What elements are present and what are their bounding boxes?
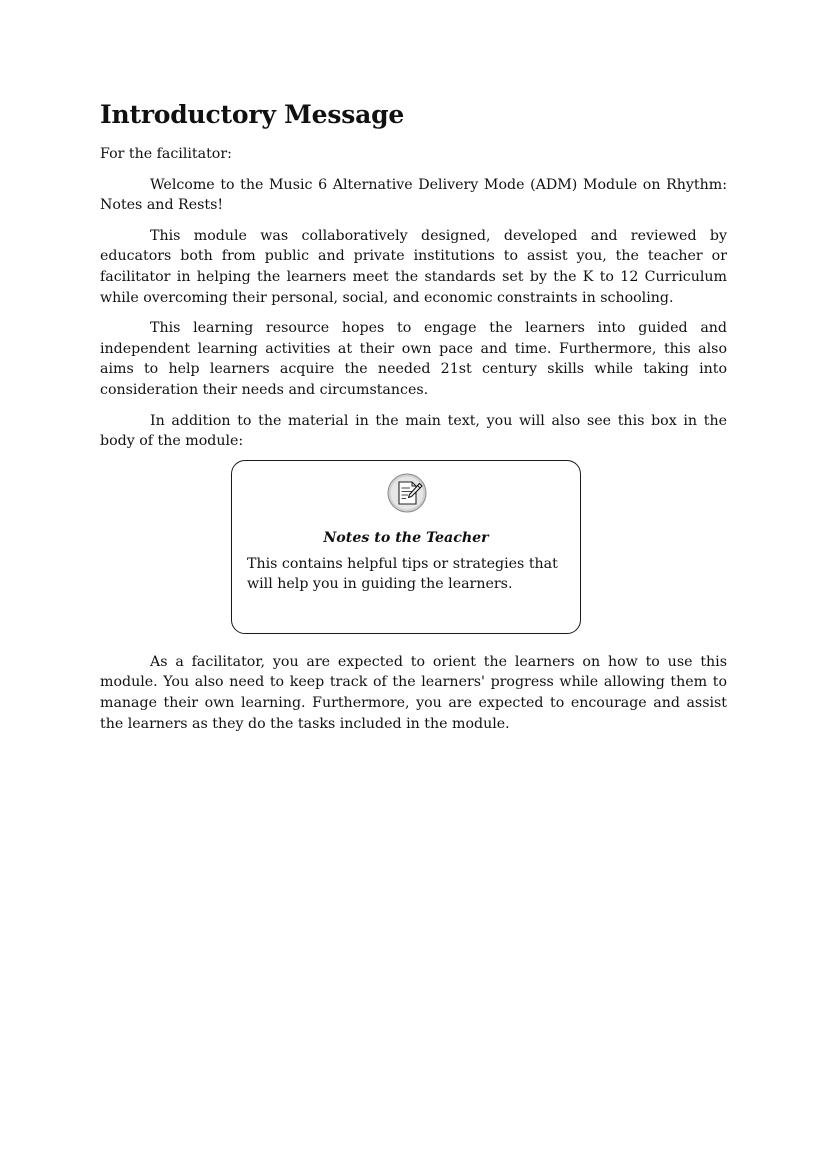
paragraph-facilitator-role: As a facilitator, you are expected to orient the learners on how to use this module. You also need to keep track of the learners' progress while allowing them to manage their own learning. Furthermore, you are expected to encourage and assist the learners as they do the tasks included in the module. [100,653,727,732]
paragraph-module-design: This module was collaboratively designed, developed and reviewed by educators both from public and private institutions to assist you, the teacher or facilitator in helping the learners meet the standards set by the K to 12 Curriculum while overcoming their personal, social, and economic constraints in schooling. [100,227,727,306]
page-title: Introductory Message [100,100,405,129]
notes-to-teacher-box [231,460,581,634]
callout-body: This contains helpful tips or strategies that will help you in guiding the learners. [247,555,558,593]
paragraph-learning-resource: This learning resource hopes to engage the learners into guided and independent learning activities at their own pace and time. Furthermore, this also aims to help learners acquire the needed 21st century skills while taking into consideration their needs and circumstances. [100,320,727,398]
intro-label: For the facilitator: [100,146,232,162]
notes-pencil-icon [387,473,427,513]
paragraph-welcome: Welcome to the Music 6 Alternative Delivery Mode (ADM) Module on Rhythm: Notes and Rests! [100,176,727,214]
callout-title: Notes to the Teacher [323,529,489,546]
paragraph-box-intro: In addition to the material in the main text, you will also see this box in the body of the module: [100,412,727,450]
document-page [100,100,727,734]
